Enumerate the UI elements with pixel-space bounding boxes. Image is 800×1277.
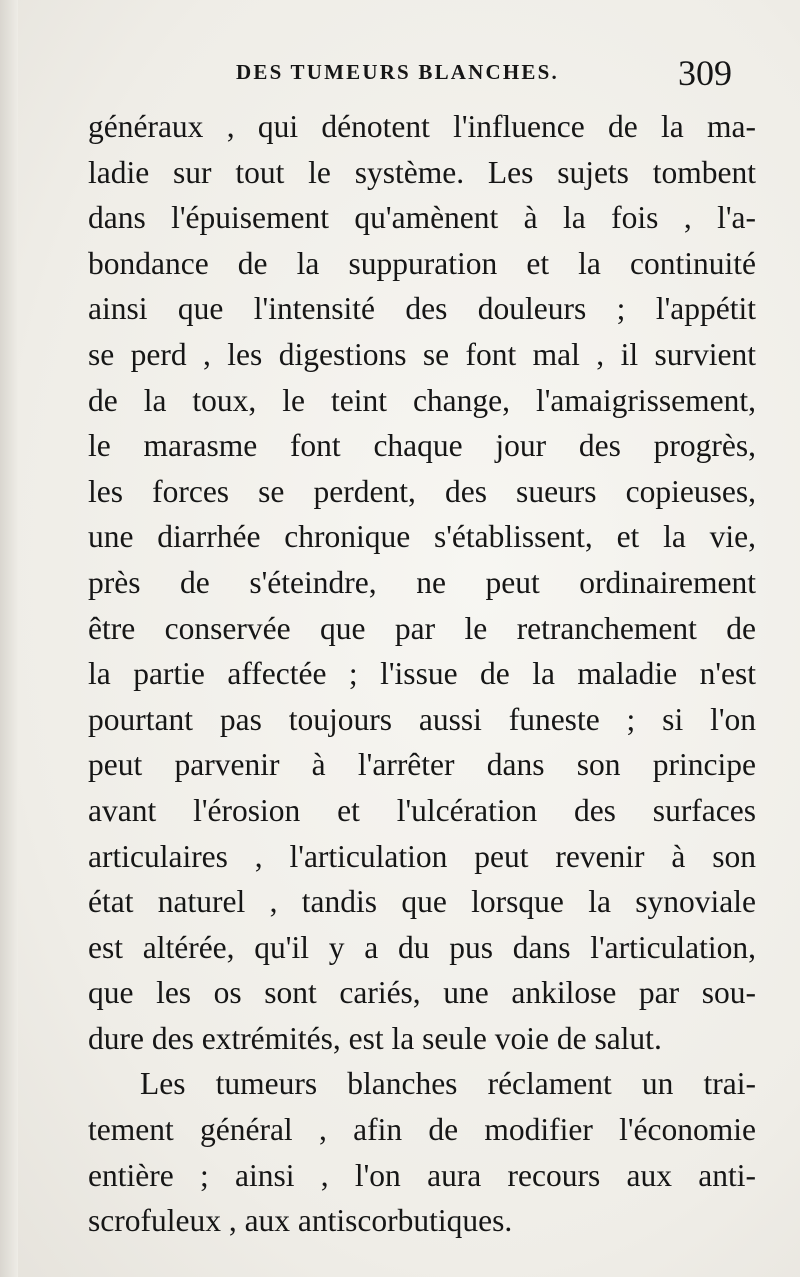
running-head — [0, 53, 800, 98]
text-line: être conservée que par le retranchement de — [88, 610, 756, 646]
text-line: de la toux, le teint change, l'amaigrissement, — [88, 382, 756, 418]
text-line: une diarrhée chronique s'établissent, et la vie, — [88, 519, 756, 555]
text-line: la partie affectée ; l'issue de la maladie n'est — [88, 656, 756, 692]
text-line: avant l'érosion et l'ulcération des surfaces — [88, 792, 756, 828]
body-text — [88, 104, 756, 1244]
text-line: tement général , afin de modifier l'économie — [88, 1112, 756, 1148]
text-line: près de s'éteindre, ne peut ordinairement — [88, 564, 756, 600]
text-line: ladie sur tout le système. Les sujets tombent — [88, 154, 756, 190]
paragraph-end-line: dure des extrémités, est la seule voie de salut. — [88, 1020, 662, 1056]
page-gutter — [0, 0, 18, 1277]
text-line: entière ; ainsi , l'on aura recours aux anti- — [88, 1157, 756, 1193]
text-line: dans l'épuisement qu'amènent à la fois , l'a- — [88, 200, 756, 236]
text-line: ainsi que l'intensité des douleurs ; l'appétit — [88, 291, 756, 327]
text-line: pourtant pas toujours aussi funeste ; si l'on — [88, 701, 756, 737]
text-line: peut parvenir à l'arrêter dans son principe — [88, 747, 756, 783]
text-line: le marasme font chaque jour des progrès, — [88, 428, 756, 464]
paragraph-end-line: scrofuleux , aux antiscorbutiques. — [88, 1203, 513, 1239]
text-line: état naturel , tandis que lorsque la synoviale — [88, 884, 756, 920]
text-line: articulaires , l'articulation peut revenir à son — [88, 838, 756, 874]
text-line: bondance de la suppuration et la continuité — [88, 245, 756, 281]
text-line: se perd , les digestions se font mal , il survient — [88, 336, 756, 372]
paragraph-start-line: Les tumeurs blanches réclament un trai- — [140, 1066, 756, 1102]
text-line: est altérée, qu'il y a du pus dans l'articulation, — [88, 929, 756, 965]
text-line: généraux , qui dénotent l'influence de la ma- — [88, 109, 756, 144]
page-number: 309 — [678, 53, 732, 93]
text-line: que les os sont cariés, une ankilose par sou- — [88, 975, 756, 1011]
text-line: les forces se perdent, des sueurs copieuses, — [88, 473, 756, 509]
running-title: DES TUMEURS BLANCHES. — [236, 60, 559, 84]
